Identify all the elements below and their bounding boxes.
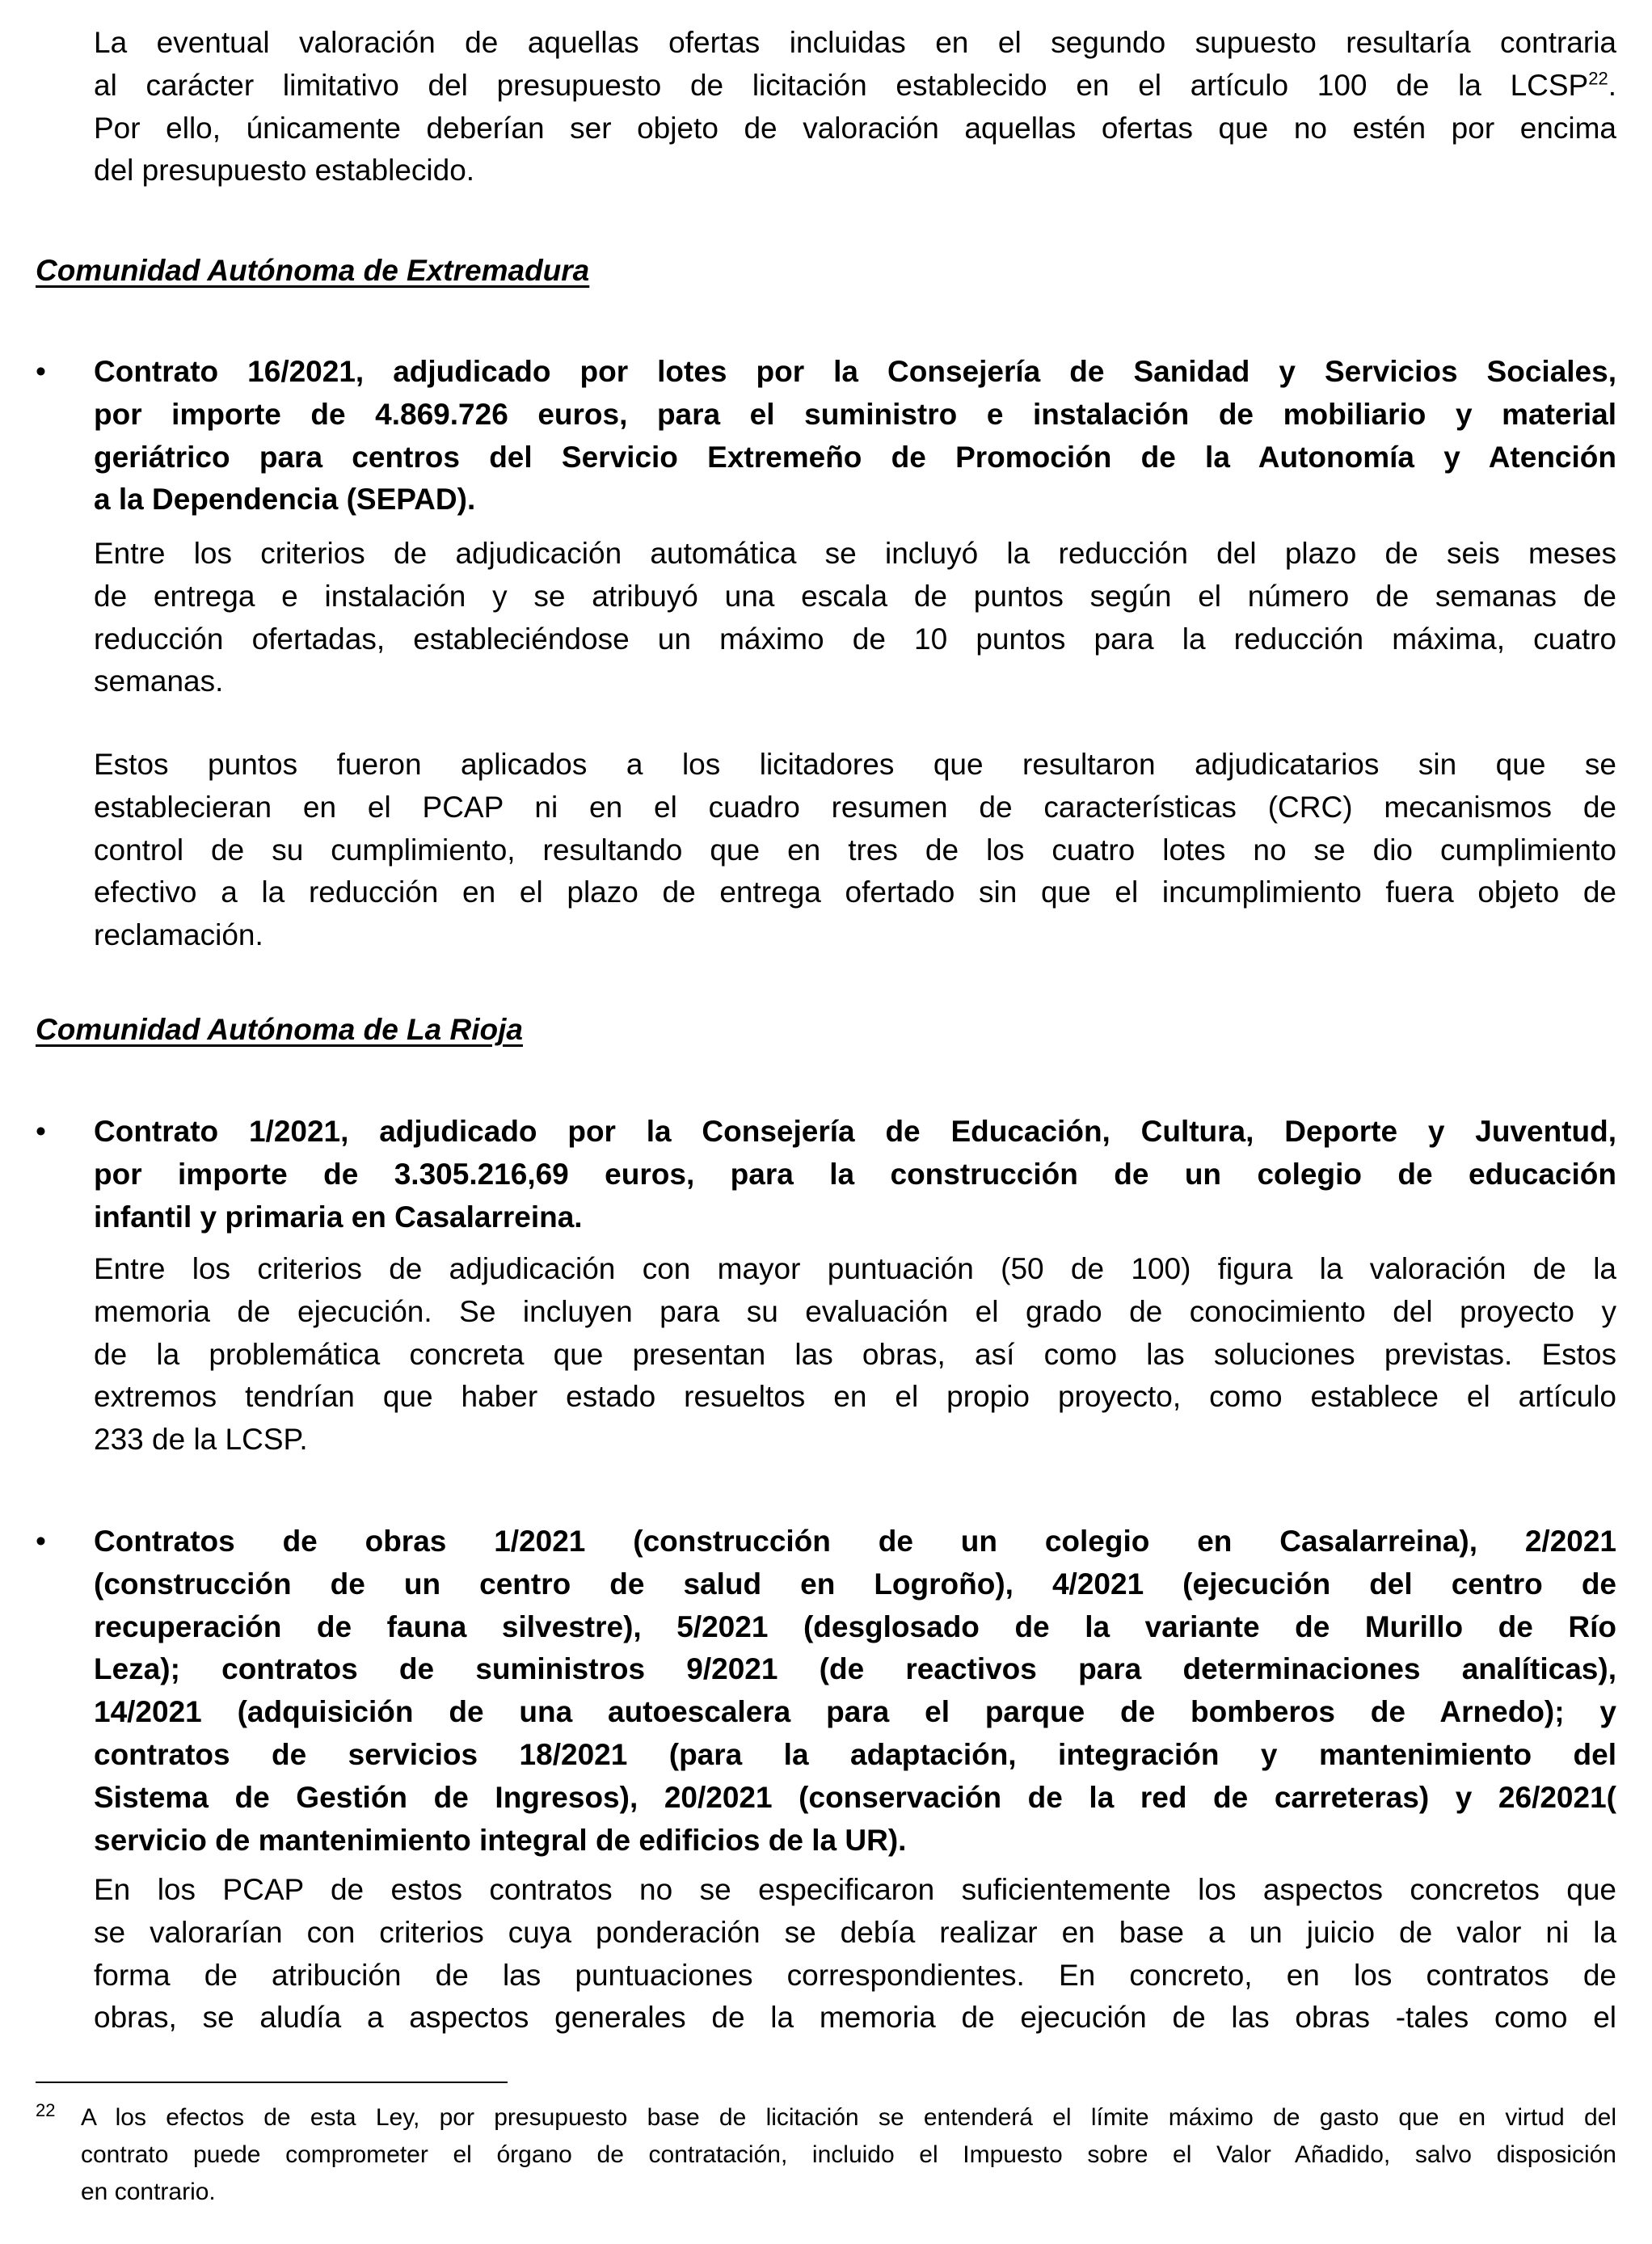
text-line: contrato puede comprometer el órgano de contratación, incluido el Impuesto sobre el Valor Añadido, salvo disposición — [81, 2141, 1616, 2168]
text-line: En los PCAP de estos contratos no se especificaron suficientemente los aspectos concretos que — [94, 1873, 1616, 1906]
contract-title — [94, 1111, 1616, 1238]
text-line: semanas. — [94, 664, 224, 698]
text-line: Por ello, únicamente deberían ser objeto de valoración aquellas ofertas que no estén por encima — [94, 111, 1616, 145]
text-line: control de su cumplimiento, resultando que en tres de los cuatro lotes no se dio cumplimiento — [94, 833, 1616, 867]
contract-title — [94, 1521, 1616, 1862]
bullet-icon: • — [36, 1115, 46, 1148]
text-line: Entre los criterios de adjudicación automática se incluyó la reducción del plazo de seis meses — [94, 537, 1616, 570]
footnote-ref[interactable]: 22 — [1588, 68, 1608, 89]
text-line: servicio de mantenimiento integral de edificios de la UR). — [94, 1823, 907, 1857]
text-line: Contratos de obras 1/2021 (construcción de un colegio en Casalarreina), 2/2021 — [94, 1525, 1616, 1558]
text-line: A los efectos de esta Ley, por presupuesto base de licitación se entenderá el límite máximo de gasto que en virtud del — [81, 2104, 1616, 2131]
text-line: contratos de servicios 18/2021 (para la adaptación, integración y mantenimiento del — [94, 1737, 1616, 1771]
text-line: extremos tendrían que haber estado resueltos en el propio proyecto, como establece el artículo — [94, 1380, 1616, 1414]
text-line: geriátrico para centros del Servicio Extremeño de Promoción de la Autonomía y Atención — [94, 440, 1616, 474]
section-heading-extremadura: Comunidad Autónoma de Extremadura — [36, 254, 590, 287]
section-heading-la-rioja: Comunidad Autónoma de La Rioja — [36, 1013, 523, 1046]
text-line: del presupuesto establecido. — [94, 154, 475, 188]
text-line: recuperación de fauna silvestre), 5/2021 (desglosado de la variante de Murillo de Río — [94, 1609, 1616, 1643]
text-line: Contrato 1/2021, adjudicado por la Consejería de Educación, Cultura, Deporte y Juventud, — [94, 1115, 1616, 1148]
text-line: reducción ofertadas, estableciéndose un máximo de 10 puntos para la reducción máxima, cuatro — [94, 622, 1616, 656]
text-line: 14/2021 (adquisición de una autoescalera para el parque de bomberos de Arnedo); y — [94, 1695, 1616, 1729]
text-line: por importe de 4.869.726 euros, para el suministro e instalación de mobiliario y material — [94, 397, 1616, 431]
paragraph — [94, 1869, 1616, 2039]
text-line: infantil y primaria en Casalarreina. — [94, 1200, 583, 1234]
bullet-icon: • — [36, 355, 46, 388]
text-line: Entre los criterios de adjudicación con mayor puntuación (50 de 100) figura la valoración de la — [94, 1252, 1616, 1285]
intro-paragraph — [94, 22, 1616, 192]
text-line: Sistema de Gestión de Ingresos), 20/2021 (conservación de la red de carreteras) y 26/2021( — [94, 1780, 1616, 1814]
text-line: efectivo a la reducción en el plazo de entrega ofertado sin que el incumplimiento fuera objeto de — [94, 875, 1616, 909]
text-line: memoria de ejecución. Se incluyen para su evaluación el grado de conocimiento del proyecto y — [94, 1294, 1616, 1328]
text-span: . — [1608, 68, 1616, 102]
text-line: La eventual valoración de aquellas ofertas incluidas en el segundo supuesto resultaría contraria — [94, 26, 1616, 59]
paragraph — [94, 744, 1616, 957]
text-line: de la problemática concreta que presentan las obras, así como las soluciones previstas. Estos — [94, 1337, 1616, 1371]
bullet-icon: • — [36, 1525, 46, 1558]
text-line: a la Dependencia (SEPAD). — [94, 483, 476, 517]
text-line: (construcción de un centro de salud en Logroño), 4/2021 (ejecución del centro de — [94, 1567, 1616, 1601]
text-line — [94, 65, 1616, 108]
text-span: al carácter limitativo del presupuesto de licitación establecido en el artículo 100 de la LCSP — [94, 68, 1589, 102]
paragraph — [94, 1248, 1616, 1462]
text-line: establecieran en el PCAP ni en el cuadro resumen de características (CRC) mecanismos de — [94, 790, 1616, 824]
footnote-number: 22 — [36, 2100, 56, 2120]
text-line: obras, se aludía a aspectos generales de la memoria de ejecución de las obras -tales como el — [94, 2001, 1616, 2035]
text-line: forma de atribución de las puntuaciones correspondientes. En concreto, en los contratos de — [94, 1958, 1616, 1992]
text-line: reclamación. — [94, 918, 263, 952]
text-line: Contrato 16/2021, adjudicado por lotes por la Consejería de Sanidad y Servicios Sociales, — [94, 355, 1616, 388]
contract-title — [94, 351, 1616, 521]
text-line: 233 de la LCSP. — [94, 1423, 308, 1457]
text-line: por importe de 3.305.216,69 euros, para la construcción de un colegio de educación — [94, 1157, 1616, 1191]
footnote-text — [81, 2099, 1616, 2211]
footnote-separator — [36, 2082, 508, 2083]
text-line: Leza); contratos de suministros 9/2021 (de reactivos para determinaciones analíticas), — [94, 1652, 1616, 1686]
text-line: en contrario. — [81, 2179, 216, 2205]
paragraph — [94, 533, 1616, 703]
text-line: de entrega e instalación y se atribuyó una escala de puntos según el número de semanas de — [94, 579, 1616, 613]
text-line: Estos puntos fueron aplicados a los licitadores que resultaron adjudicatarios sin que se — [94, 748, 1616, 781]
text-line: se valorarían con criterios cuya ponderación se debía realizar en base a un juicio de valor ni la — [94, 1915, 1616, 1949]
